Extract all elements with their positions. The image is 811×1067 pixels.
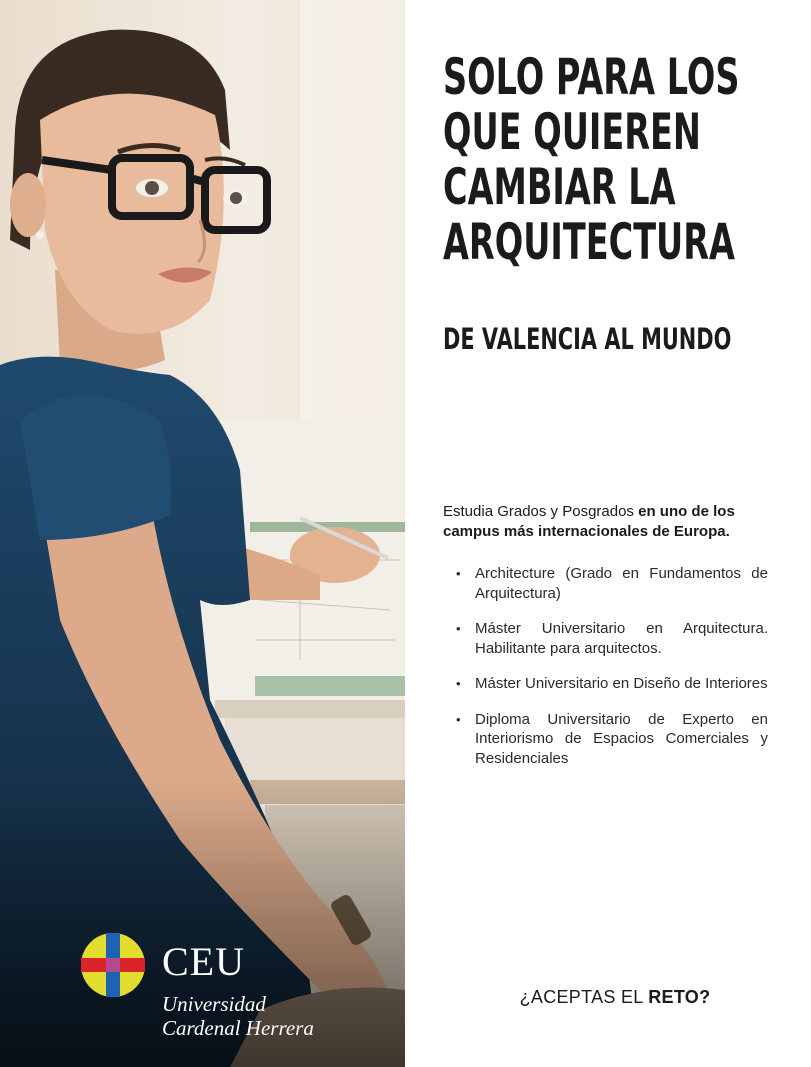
headline-line: ARQUITECTURA [443,213,735,271]
logo-line-university: Universidad [162,992,266,1016]
ceu-cross-icon [80,932,146,998]
program-item [456,674,768,694]
intro-regular-text: Estudia Grados y Posgrados [443,503,639,520]
program-label: Máster Universitario en Diseño de Interiores [475,675,768,692]
hero-photo [0,0,405,1067]
subheadline: DE VALENCIA AL MUNDO [443,322,732,356]
headline [443,48,740,271]
cta-bold-text: RETO? [648,987,711,1007]
logo-acronym: CEU [162,939,245,984]
program-label: Architecture (Grado en Fundamentos de Arquitectura) [475,565,768,602]
bullet-icon: • [456,711,461,727]
call-to-action [443,985,787,1009]
cta-regular-text: ¿ACEPTAS EL [519,987,649,1007]
program-item [456,564,768,603]
bullet-icon: • [456,566,461,581]
program-label: Máster Universitario en Arquitectura. Habilitante para arquitectos. [475,620,768,657]
intro-paragraph [443,502,795,542]
headline-line: SOLO PARA LOS [443,48,740,106]
headline-line: CAMBIAR LA [443,158,676,216]
program-item [456,619,768,658]
student-portrait-illustration [0,0,405,1067]
bullet-icon: • [456,676,461,691]
program-item [456,710,768,769]
intro-bold-text: en uno de los campus más internacionales de Europa. [443,503,735,540]
program-label: Diploma Universitario de Experto en Interiorismo de Espacios Comerciales y Residenciales [475,710,768,767]
ceu-logo [80,932,340,1042]
logo-line-name: Cardenal Herrera [162,1016,314,1040]
programs-list [456,564,768,784]
bullet-icon: • [456,621,461,636]
headline-line: QUE QUIEREN [443,103,701,161]
